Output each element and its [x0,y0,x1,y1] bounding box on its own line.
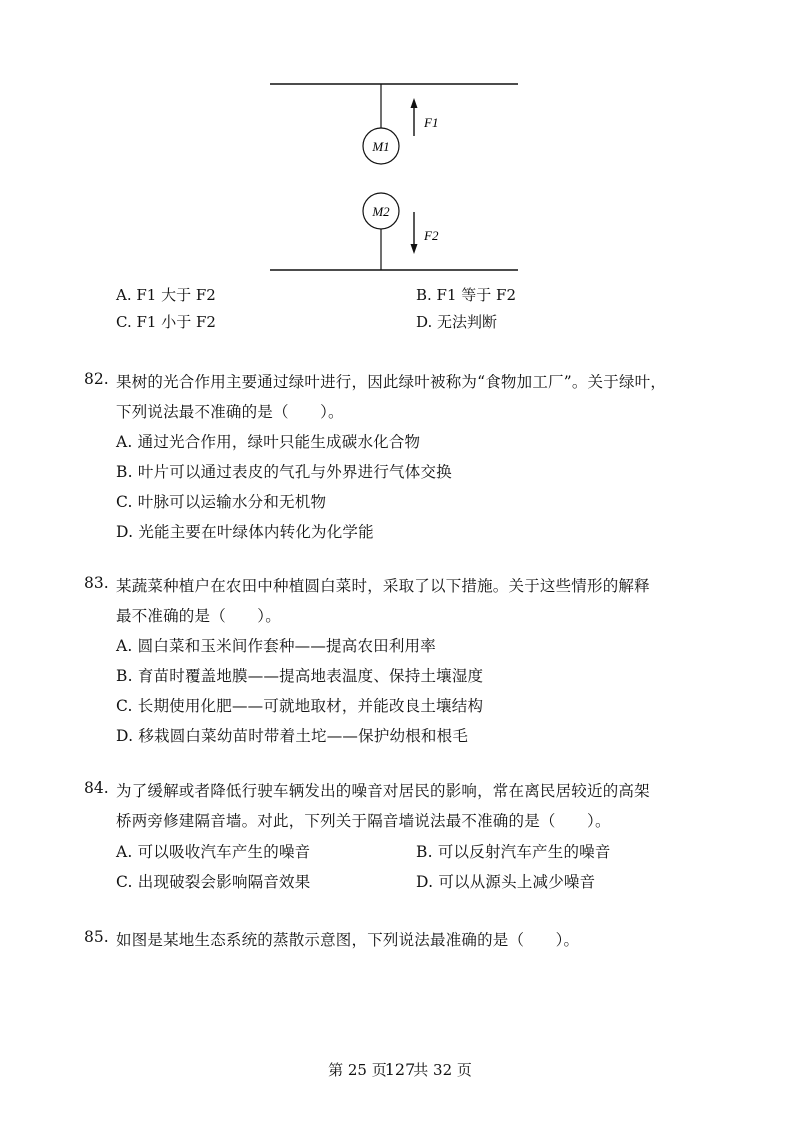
q84-stem-line2: 桥两旁修建隔音墙。对此，下列关于隔音墙说法最不准确的是（ ）。 [116,812,611,830]
q83-stem-line2: 最不准确的是（ ）。 [116,607,281,625]
f2-label: F2 [424,228,439,243]
q82-option-c: C. 叶脉可以运输水分和无机物 [116,493,327,511]
q82-stem-line2: 下列说法最不准确的是（ ）。 [116,403,344,421]
q85-stem-line1: 如图是某地生态系统的蒸散示意图，下列说法最准确的是（ ）。 [116,931,580,949]
q82-option-a: A. 通过光合作用，绿叶只能生成碳水化合物 [116,433,421,451]
q82-stem-line1: 果树的光合作用主要通过绿叶进行，因此绿叶被称为“食物加工厂”。关于绿叶， [116,373,667,391]
q84-stem-line1: 为了缓解或者降低行驶车辆发出的噪音对居民的影响，常在离民居较近的高架 [116,782,650,800]
f1-label: F1 [424,115,439,130]
f2-arrow-head [411,244,418,254]
m2-label: M2 [372,204,390,219]
q83-stem-line1: 某蔬菜种植户在农田中种植圆白菜时，采取了以下措施。关于这些情形的解释 [116,577,650,595]
q82-number: 82. [84,370,109,388]
q83-option-c: C. 长期使用化肥——可就地取材，并能改良土壤结构 [116,697,484,715]
f1-arrow-head [411,98,418,108]
q84-option-d: D. 可以从源头上减少噪音 [416,873,596,891]
q83-number: 83. [84,574,109,592]
footer-overlap-number: 127 [384,1060,416,1079]
q83-option-a: A. 圆白菜和玉米间作套种——提高农田利用率 [116,637,436,655]
q84-option-b: B. 可以反射汽车产生的噪音 [416,843,611,861]
q84-option-c: C. 出现破裂会影响隔音效果 [116,873,311,891]
q81-option-d: D. 无法判断 [416,313,498,331]
q81-option-c: C. F1 小于 F2 [116,313,216,331]
page-footer [0,1059,800,1080]
footer-page-total: 共 32 页 [413,1061,472,1079]
q84-option-a: A. 可以吸收汽车产生的噪音 [116,843,311,861]
q84-number: 84. [84,779,109,797]
q85-number: 85. [84,928,109,946]
q81-option-a: A. F1 大于 F2 [116,286,216,304]
q82-option-b: B. 叶片可以通过表皮的气孔与外界进行气体交换 [116,463,452,481]
footer-page-current: 第 25 页 [328,1061,387,1079]
q83-option-d: D. 移栽圆白菜幼苗时带着土坨——保护幼根和根毛 [116,727,469,745]
q82-option-d: D. 光能主要在叶绿体内转化为化学能 [116,523,374,541]
q81-option-b: B. F1 等于 F2 [416,286,516,304]
magnet-force-diagram [250,70,550,285]
m1-label: M1 [372,139,390,154]
q83-option-b: B. 育苗时覆盖地膜——提高地表温度、保持土壤湿度 [116,667,484,685]
